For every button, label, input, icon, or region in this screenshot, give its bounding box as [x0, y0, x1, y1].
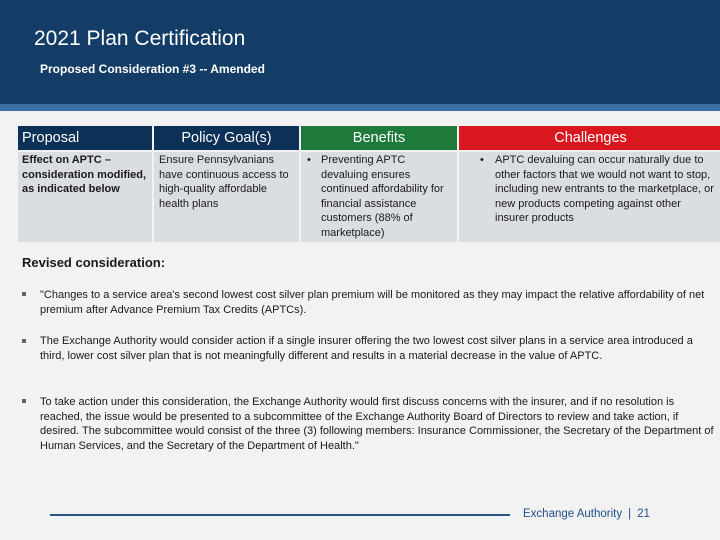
- footer-rule: [50, 514, 510, 516]
- header-policy-goals: Policy Goal(s): [154, 126, 299, 150]
- revised-bullet-1: "Changes to a service area's second lowest cost silver plan premium will be monitored as they may impact the relative affordability of net premium after Advance Premium Tax Credits (APTCs).: [40, 289, 705, 316]
- cell-policy-goal: Ensure Pennsylvanians have continuous access to high-quality affordable health plans: [154, 152, 299, 242]
- footer-org: Exchange Authority: [523, 508, 623, 520]
- challenge-bullet: • APTC devaluing can occur naturally due to other factors that we would not want to stop, including new entrants to the marketplace, or new products competing against other insurer products: [495, 153, 714, 226]
- page-subtitle: Proposed Consideration #3 -- Amended: [40, 62, 265, 76]
- footer: [523, 508, 650, 520]
- bullet-marker-icon: [22, 399, 26, 403]
- page-number: 21: [637, 508, 650, 520]
- page-title: 2021 Plan Certification: [34, 27, 246, 50]
- header-benefits: Benefits: [301, 126, 457, 150]
- bullet-marker-icon: [22, 339, 26, 343]
- header-challenges: Challenges: [459, 126, 720, 150]
- cell-proposal: Effect on APTC – consideration modified, as indicated below: [18, 152, 152, 242]
- revised-bullet-2: The Exchange Authority would consider action if a single insurer offering the two lowest cost silver plans in a service area introduced a third, lower cost silver plan that is not meaningfully different and results in a material decrease in the value of APTC.: [40, 335, 693, 362]
- revised-bullet-3: To take action under this consideration, the Exchange Authority would first discuss concerns with the insurer, and if no resolution is reached, the issue would be presented to a subcommittee of the Exchange Authority Board of Directors to review and take action, if desired. The subcommittee would consist of the three (3) following members: Insurance Commissioner, the Secretary of the Department of Human Services, and the Secretary of the Department of Health.": [40, 396, 714, 452]
- benefit-bullet: • Preventing APTC devaluing ensures continued affordability for financial assistance customers (88% of marketplace): [321, 153, 451, 240]
- header-divider: [0, 104, 720, 111]
- bullet-marker-icon: [22, 292, 26, 296]
- header-proposal: Proposal: [18, 126, 152, 150]
- revised-heading: Revised consideration:: [22, 255, 166, 270]
- cell-benefits: [301, 152, 457, 242]
- header-banner: [0, 0, 720, 104]
- footer-separator: |: [628, 508, 632, 520]
- cell-challenges: [459, 152, 720, 242]
